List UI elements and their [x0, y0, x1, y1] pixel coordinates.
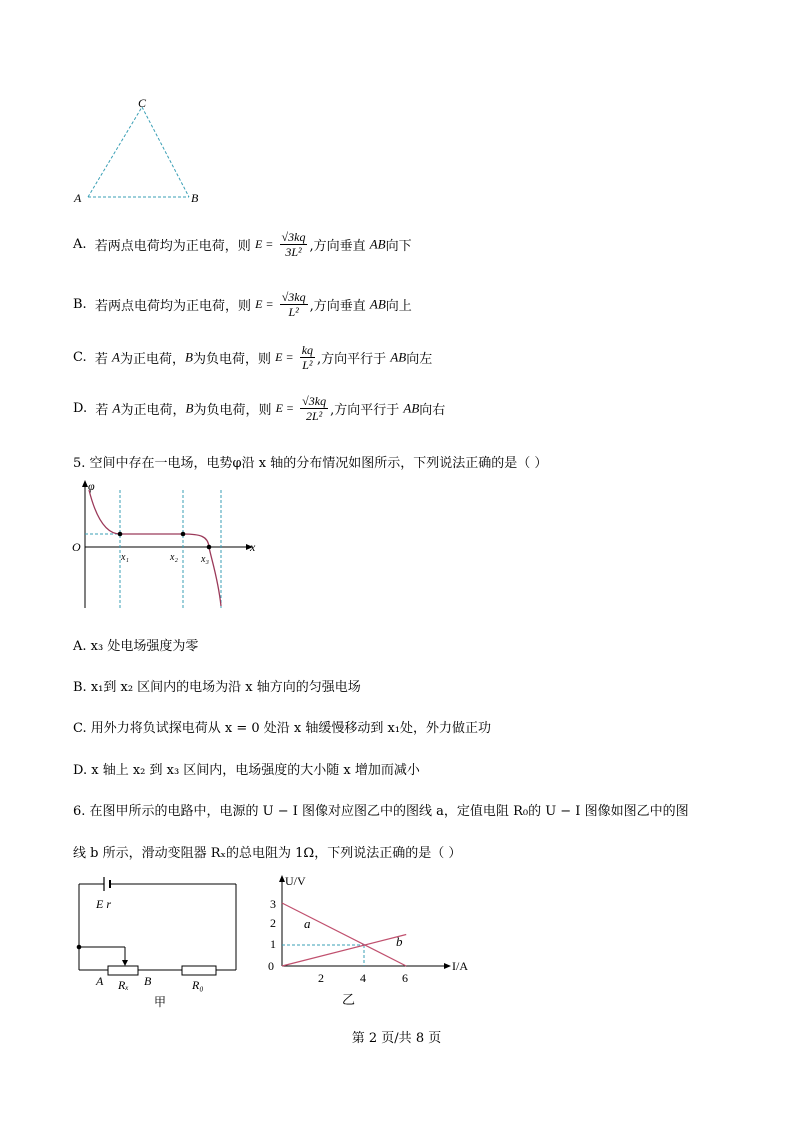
- q5-stem: 5. 空间中存在一电场，电势φ沿 x 轴的分布情况如图所示，下列说法正确的是（ ）: [73, 456, 548, 471]
- q6-circuit-caption: 甲: [154, 995, 167, 1009]
- q5-graph-y-label: φ: [88, 479, 95, 493]
- q5-option-a[interactable]: A. x₃ 处电场强度为零: [73, 639, 199, 654]
- x-tick-2: 2: [318, 971, 324, 985]
- q6-circuit-r0: R₀: [192, 978, 204, 992]
- q6-circuit-source: E r: [96, 897, 111, 911]
- triangle-label-a: A: [74, 191, 82, 205]
- x-tick-6: 6: [402, 971, 408, 985]
- origin-label: 0: [268, 959, 274, 973]
- q6-ui-graph: [260, 872, 490, 1022]
- y-tick-3: 3: [270, 897, 276, 911]
- q5-graph-origin: O: [72, 540, 81, 554]
- q6-circuit-b: B: [144, 974, 152, 988]
- series-line-b: [282, 935, 406, 967]
- line-b-label: b: [396, 934, 403, 949]
- q6-stem-line1: 6. 在图甲所示的电路中，电源的 U − I 图像对应图乙中的图线 a，定值电阻 R₀的 U − I 图像如图乙中的图: [73, 804, 689, 819]
- x-tick-4: 4: [360, 971, 366, 985]
- triangle-label-c: C: [138, 96, 147, 110]
- y-tick-1: 1: [270, 937, 276, 951]
- q5-graph-x-label: x: [250, 540, 256, 554]
- triangle-figure: [70, 95, 210, 210]
- q5-potential-graph: [68, 478, 268, 613]
- page-footer: 第 2 页/共 8 页: [351, 1031, 442, 1046]
- q4-option-b[interactable]: B. 若两点电荷均为正电荷，则 E = $\frac{√3kq}{\text{L²}}$ ,方向垂直 AB向上: [73, 290, 412, 319]
- q5-graph-x2: x₂: [170, 552, 178, 563]
- y-axis-label: U/V: [285, 874, 306, 888]
- q6-circuit-rx: Rₓ: [118, 978, 129, 992]
- graph-caption: 乙: [342, 992, 356, 1007]
- q6-stem-line2: 线 b 所示，滑动变阻器 Rₓ的总电阻为 1Ω，下列说法正确的是（ ）: [73, 846, 462, 861]
- q6-circuit-a: A: [96, 974, 104, 988]
- q4-option-c[interactable]: C. 若 A为正电荷，B为负电荷，则 E = $\frac{kq}{\text{L²}}$ ,方向平行于 AB向左: [73, 343, 433, 372]
- q4-option-a[interactable]: A. 若两点电荷均为正电荷，则 E = $\frac{√3kq}{\text{3L²}}$ ,方向垂直 AB向下: [73, 230, 412, 259]
- x-axis-label: I/A: [452, 959, 468, 973]
- q5-option-c[interactable]: C. 用外力将负试探电荷从 x = 0 处沿 x 轴缓慢移动到 x₁处，外力做正功: [73, 721, 492, 736]
- q5-option-b[interactable]: B. x₁到 x₂ 区间内的电场为沿 x 轴方向的匀强电场: [73, 680, 361, 695]
- q4-option-d[interactable]: D. 若 A为正电荷，B为负电荷，则 E = $\frac{√3kq}{\text{2L²}}$ ,方向平行于 AB向右: [73, 394, 446, 423]
- q5-graph-x1: x₁: [121, 552, 129, 563]
- q5-option-d[interactable]: D. x 轴上 x₂ 到 x₃ 区间内，电场强度的大小随 x 增加而减小: [73, 763, 420, 778]
- q6-circuit: [70, 872, 250, 1017]
- line-a-label: a: [304, 916, 311, 931]
- series-line-a: [282, 903, 406, 966]
- triangle-label-b: B: [191, 191, 199, 205]
- q5-graph-x3: x₃: [201, 554, 209, 565]
- y-tick-2: 2: [270, 916, 276, 930]
